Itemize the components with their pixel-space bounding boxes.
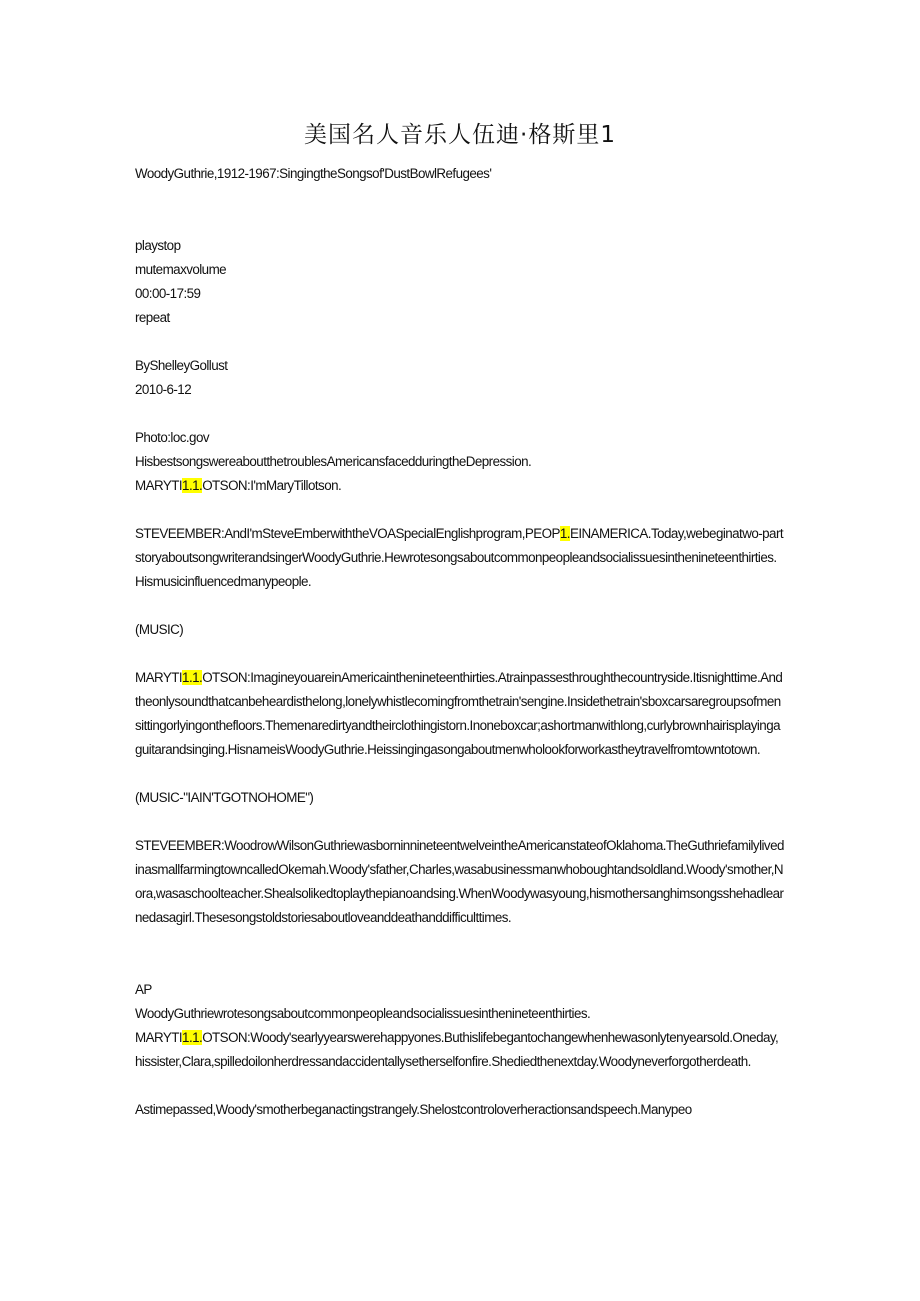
speaker-mary: MARYTI — [135, 670, 183, 685]
paragraph-mary-1 — [135, 474, 785, 498]
paragraph-text: Woody'searlyyearswerehappyones.Buthislifebegantochangewhenhewasonlytenyearsold.Oneday,hissister,Clara,spilledoilonherdressandaccidentallysetherselfonfire.Shediedthenextday.Woodyneverforgotherdeath. — [135, 1030, 779, 1069]
paragraph-text: WoodrowWilsonGuthriewasborninnineteentwelveintheAmericanstateofOklahoma.TheGuthriefamilylivedinasmallfarmingtowncalledOkemah.Woody'sfather,Charles,wasabusinessmanwhoboughtandsoldland.Woody'smother,Nora,wasaschoolteacher.Shealsolikedtoplaythepianoandsing.WhenWoodywasyoung,hismothersanghimsongsshehadlearnedasagirl.Thesesongstoldstoriesaboutloveanddeathanddifficulttimes. — [135, 838, 784, 925]
speaker-mary: MARYTI — [135, 1030, 183, 1045]
paragraph-steve-2 — [135, 834, 785, 930]
speaker-mary-suffix: OTSON: — [202, 1030, 251, 1045]
speaker-steve: STEVEEMBER: — [135, 526, 225, 541]
byline-date: 2010-6-12 — [135, 382, 192, 397]
music-cue-2: (MUSIC-"IAIN'TGOTNOHOME") — [135, 790, 314, 805]
photo-caption: HisbestsongswereaboutthetroublesAmericansfacedduringtheDepression. — [135, 454, 532, 469]
player-controls-play-stop: playstop — [135, 238, 181, 253]
paragraph-mary-2 — [135, 666, 785, 762]
player-repeat: repeat — [135, 310, 170, 325]
photo2-caption: WoodyGuthriewrotesongsaboutcommonpeopleandsocialissuesinthenineteenthirties. — [135, 1006, 591, 1021]
photo2-credit: AP — [135, 982, 152, 997]
paragraph-steve-1 — [135, 522, 785, 594]
paragraph-mary-3 — [135, 1026, 785, 1074]
speaker-mary: MARYTI — [135, 478, 183, 493]
speaker-mary-suffix: OTSON: — [202, 670, 251, 685]
subtitle: WoodyGuthrie,1912-1967:SingingtheSongsof'DustBowlRefugees' — [135, 166, 492, 181]
paragraph-text: AndI'mSteveEmberwiththeVOASpecialEnglishprogram,PEOP — [224, 526, 560, 541]
music-cue-1: (MUSIC) — [135, 622, 184, 637]
document-body — [135, 162, 785, 1122]
paragraph-text: EINAMERICA.Today,webeginatwo-partstoryaboutsongwriterandsingerWoodyGuthrie.Hewrotesongsaboutcommonpeopleandsocialissuesinthenineteenthirties.Hismusicinfluencedmanypeople. — [135, 526, 784, 589]
player-controls-volume: mutemaxvolume — [135, 262, 227, 277]
paragraph-text: I'mMaryTillotson. — [250, 478, 342, 493]
highlight-mark: 1.1. — [182, 670, 203, 685]
document-title: 美国名人音乐人伍迪·格斯里1 — [304, 122, 616, 148]
paragraph-last: Astimepassed,Woody'smotherbeganactingstrangely.Shelostcontroloverheractionsandspeech.Manypeo — [135, 1102, 692, 1117]
highlight-mark: 1. — [559, 526, 570, 541]
highlight-mark: 1.1. — [182, 1030, 203, 1045]
speaker-steve: STEVEEMBER: — [135, 838, 225, 853]
highlight-mark: 1.1. — [182, 478, 203, 493]
paragraph-text: ImagineyouareinAmericainthenineteenthirties.Atrainpassesthroughthecountryside.Itisnighttime.Andtheonlysoundthatcanbeheardisthelong,lonelywhistlecomingfromthetrain'sengine.Insidethetrain'sboxcarsaregroupsofmensittingorlyingonthefloors.Themenaredirtyandtheirclothingistorn.Inoneboxcar;ashortmanwithlong,curlybrownhairisplayingaguitarandsinging.HisnameisWoodyGuthrie.Heissingingasongaboutmenwholookforworkastheytravelfromtowntotown. — [135, 670, 783, 757]
byline-author: ByShelleyGollust — [135, 358, 228, 373]
photo-credit: Photo:loc.gov — [135, 430, 209, 445]
speaker-mary-suffix: OTSON: — [202, 478, 251, 493]
player-time: 00:00-17:59 — [135, 286, 201, 301]
